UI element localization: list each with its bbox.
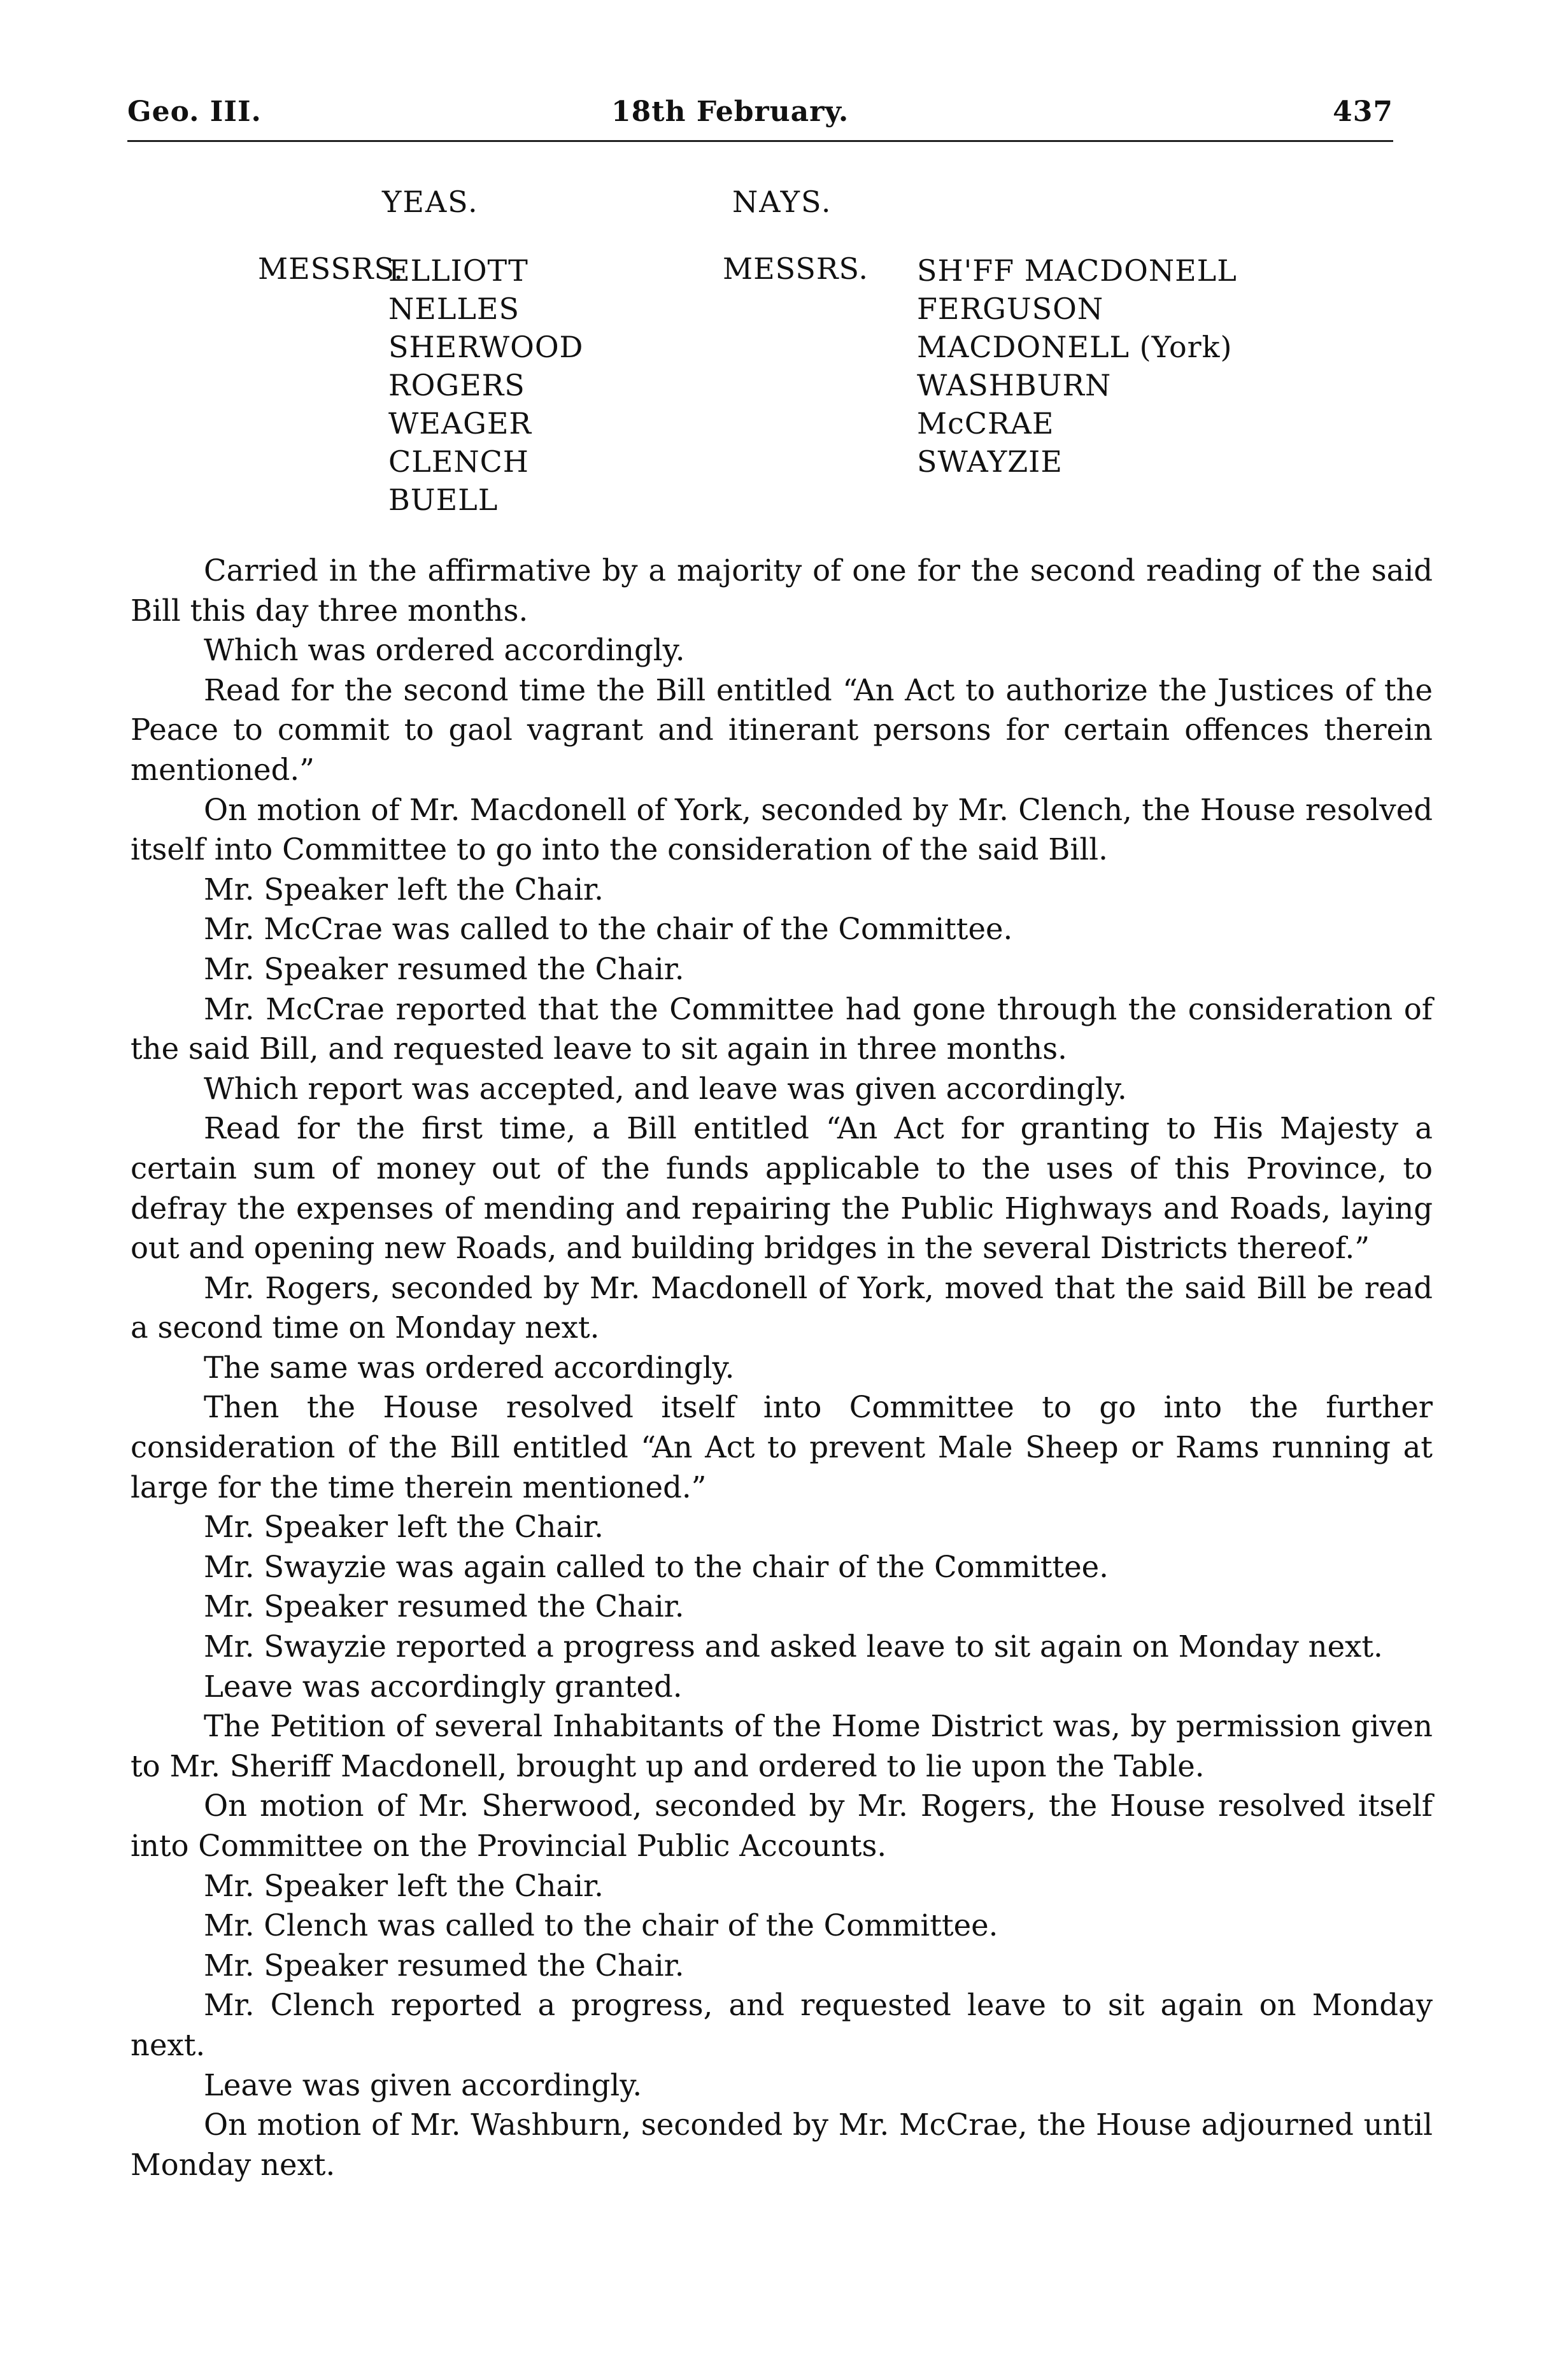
paragraph: Mr. Swayzie was again called to the chair of the Committee. — [204, 1549, 1109, 1584]
paragraph: Which was ordered accordingly. — [204, 633, 685, 668]
paragraph: Leave was accordingly granted. — [204, 1669, 683, 1704]
paragraph: Mr. Speaker resumed the Chair. — [204, 951, 684, 986]
paragraph: Read for the first time, a Bill entitled “An Act for granting to His Majesty a certain sum of money out of the funds applicable to the uses of this Province, to defray the expenses of mending and repairing the Public Highways and Roads, laying out and opening new Roads, and building bridges in the several Districts thereof.” — [131, 1111, 1433, 1266]
paragraph: Mr. Speaker left the Chair. — [204, 1510, 604, 1545]
nay-name: MACDONELL (York) — [917, 330, 1233, 364]
yea-name: BUELL — [388, 483, 499, 517]
paragraph: Mr. Speaker left the Chair. — [204, 1868, 604, 1903]
nays-name-list — [917, 251, 1237, 481]
paragraph: Leave was given accordingly. — [204, 2067, 642, 2102]
nay-name: WASHBURN — [917, 368, 1112, 402]
paragraph: Which report was accepted, and leave was given accordingly. — [204, 1071, 1127, 1106]
paragraph: Then the House resolved itself into Committee to go into the further consideration of the Bill entitled “An Act to prevent Male Sheep or Rams running at large for the time therein mentioned.” — [131, 1390, 1433, 1505]
nay-name: SWAYZIE — [917, 444, 1063, 479]
yea-name: NELLES — [388, 292, 520, 326]
paragraph: Mr. Clench reported a progress, and requested leave to sit again on Monday next. — [131, 1988, 1433, 2062]
paragraph: The same was ordered accordingly. — [204, 1350, 735, 1385]
paragraph: Mr. Swayzie reported a progress and asked leave to sit again on Monday next. — [204, 1629, 1383, 1664]
page-number: 437 — [1333, 96, 1393, 128]
paragraph: Mr. McCrae was called to the chair of the Committee. — [204, 912, 1013, 947]
paragraph: The Petition of several Inhabitants of the Home District was, by permission given to Mr. Sheriff Macdonell, brought up and ordered to lie upon the Table. — [131, 1709, 1433, 1783]
yea-name: WEAGER — [388, 406, 532, 441]
paragraph: On motion of Mr. Sherwood, seconded by Mr. Rogers, the House resolved itself into Committee on the Provincial Public Accounts. — [131, 1789, 1433, 1863]
paragraph: On motion of Mr. Washburn, seconded by Mr. McCrae, the House adjourned until Monday next. — [131, 2107, 1433, 2182]
header-date: 18th February. — [611, 96, 849, 128]
yea-name: ELLIOTT — [388, 253, 528, 288]
yeas-heading: YEAS. — [382, 185, 479, 219]
nay-name: McCRAE — [917, 406, 1054, 441]
yea-name: CLENCH — [388, 444, 529, 479]
body-text — [131, 551, 1433, 2185]
paragraph: Carried in the affirmative by a majority of one for the second reading of the said Bill this day three months. — [131, 553, 1433, 628]
paragraph: Mr. Clench was called to the chair of the Committee. — [204, 1908, 998, 1943]
paragraph: Mr. Speaker resumed the Chair. — [204, 1589, 684, 1624]
nay-name: SH'FF MACDONELL — [917, 253, 1237, 288]
yeas-name-list — [388, 251, 583, 519]
header-reign: Geo. III. — [127, 96, 262, 128]
paragraph: Mr. McCrae reported that the Committee had gone through the consideration of the said Bill, and requested leave to sit again in three months. — [131, 991, 1433, 1066]
paragraph: Mr. Speaker resumed the Chair. — [204, 1948, 684, 1983]
yea-name: ROGERS — [388, 368, 525, 402]
nay-name: FERGUSON — [917, 292, 1104, 326]
division-list — [0, 185, 1546, 516]
nays-messrs-label: MESSRS. — [723, 251, 869, 286]
paragraph: Mr. Speaker left the Chair. — [204, 872, 604, 907]
nays-heading: NAYS. — [732, 185, 832, 219]
yeas-messrs-label: MESSRS. — [258, 251, 404, 286]
running-header — [127, 96, 1393, 142]
paragraph: On motion of Mr. Macdonell of York, seconded by Mr. Clench, the House resolved itself into Committee to go into the consideration of the said Bill. — [131, 792, 1433, 867]
paragraph: Read for the second time the Bill entitled “An Act to authorize the Justices of the Peace to commit to gaol vagrant and itinerant persons for certain offences therein mentioned.” — [131, 672, 1433, 787]
yea-name: SHERWOOD — [388, 330, 584, 364]
paragraph: Mr. Rogers, seconded by Mr. Macdonell of York, moved that the said Bill be read a second time on Monday next. — [131, 1270, 1433, 1345]
